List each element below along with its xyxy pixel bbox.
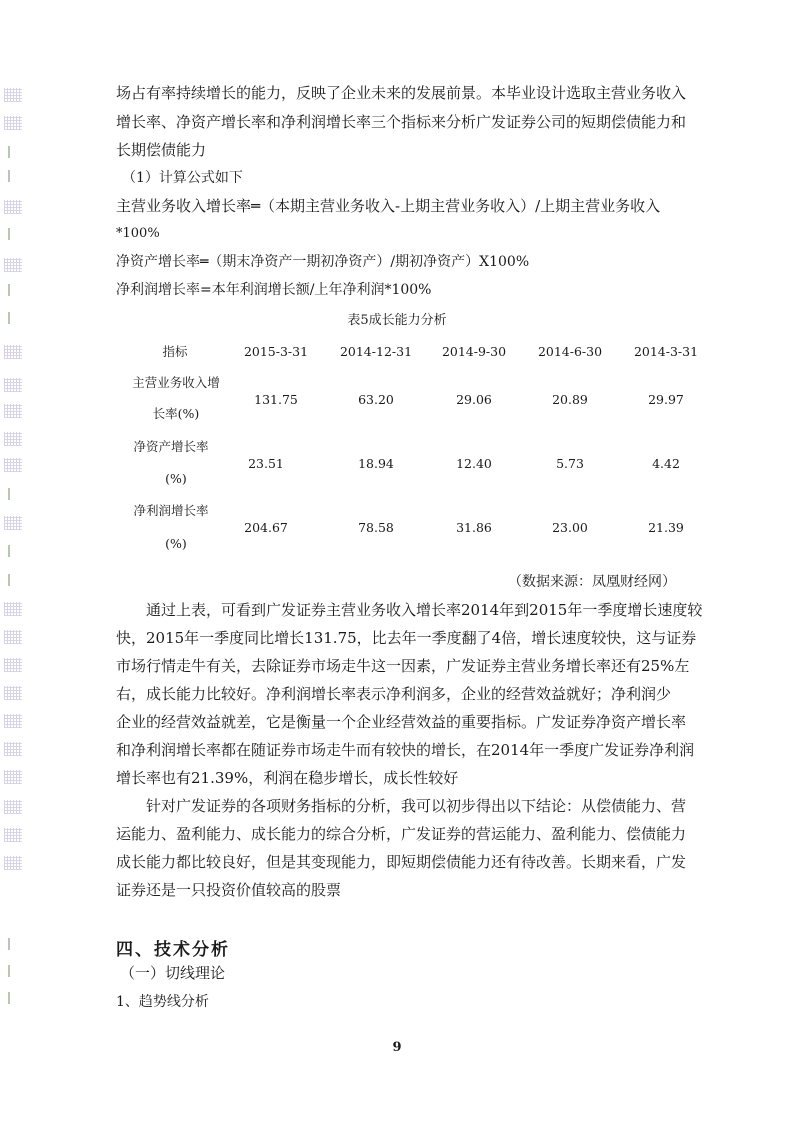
margin-artifact [8,284,10,296]
paragraph-line: 和净利润增长率都在随证券市场走牛而有较快的增长，在2014年一季度广发证券净利润 [116,741,695,759]
subsubsection-heading: 1、趋势线分析 [116,994,209,1010]
formula-heading: （1）计算公式如下 [122,170,243,186]
table-cell: 78.58 [358,520,394,535]
table-cell: 204.67 [244,520,288,535]
margin-artifact [4,686,22,700]
margin-artifact [4,116,22,130]
paragraph-line: 市场行情走牛有关，去除证券市场走牛这一因素，广发证券主营业务增长率还有25%左 [116,657,690,675]
margin-artifact [4,404,22,418]
table-header-cell: 2014-3-31 [633,344,699,359]
margin-artifact [4,714,22,728]
table-cell: 29.97 [648,392,684,407]
table-row-label: (%) [165,471,187,486]
margin-artifact [4,516,22,530]
margin-artifact [8,545,10,557]
paragraph-line: 运能力、盈利能力、成长能力的综合分析，广发证券的营运能力、盈利能力、偿债能力 [116,825,687,843]
paragraph-line: 场占有率持续增长的能力，反映了企业未来的发展前景。本毕业设计选取主营业务收入 [116,84,687,102]
margin-artifact [4,88,22,102]
formula-line: *100% [116,226,160,241]
paragraph-line: 通过上表，可看到广发证券主营业务收入增长率2014年到2015年一季度增长速度较 [146,601,703,619]
margin-artifact [8,992,10,1004]
table-cell: 12.40 [456,456,492,471]
table-cell: 21.39 [648,520,684,535]
table-cell: 18.94 [358,456,394,471]
table-cell: 63.20 [358,392,394,407]
paragraph-line: 成长能力都比较良好，但是其变现能力，即短期偿债能力还有待改善。长期来看，广发 [116,853,687,871]
table-header-cell: 2014-9-30 [441,344,507,359]
margin-artifact [8,488,10,500]
table-cell: 31.86 [456,520,492,535]
margin-artifact [8,146,10,158]
margin-artifact [4,828,22,842]
subsection-heading: （一）切线理论 [120,964,226,982]
table-cell: 5.73 [556,456,584,471]
margin-artifact [8,965,10,977]
margin-artifact [4,770,22,784]
table-caption: 表5成长能力分析 [347,313,447,328]
table-row-label: 净资产增长率 [133,439,209,454]
paragraph-line: 增长率、净资产增长率和净利润增长率三个指标来分析广发证券公司的短期偿债能力和 [116,113,687,131]
margin-artifact [4,742,22,756]
margin-artifact [8,574,10,586]
table-row-label: 长率(%) [152,406,200,421]
margin-artifact [4,432,22,446]
table-row-label: 净利润增长率 [133,503,209,518]
table-header-cell: 2015-3-31 [243,344,309,359]
margin-artifact [4,458,22,472]
margin-artifact [4,602,22,616]
paragraph-line: 右，成长能力比较好。净利润增长率表示净利润多，企业的经营效益就好；净利润少 [116,685,672,703]
section-heading: 四、技术分析 [116,940,230,960]
margin-artifact [8,170,10,182]
table-source-note: （数据来源：凤凰财经网） [508,574,676,590]
formula-line: 净利润增长率=本年利润增长额/上年净利润*100% [116,282,432,298]
formula-line: 主营业务收入增长率═（本期主营业务收入-上期主营业务收入）/上期主营业务收入 [116,197,661,215]
paragraph-line: 快，2015年一季度同比增长131.75，比去年一季度翻了4倍，增长速度较快，这与证券 [116,629,697,647]
paragraph-line: 增长率也有21.39%，利润在稳步增长，成长性较好 [116,769,459,787]
paragraph-line: 长期偿债能力 [116,141,207,159]
table-cell: 29.06 [456,392,492,407]
margin-artifact [4,345,22,359]
margin-artifact [8,228,10,240]
table-cell: 131.75 [254,392,298,407]
margin-artifact [4,856,22,870]
table-cell: 23.00 [552,520,588,535]
table-row-label: 主营业务收入增 [132,375,220,390]
margin-artifact [4,378,22,392]
table-header-cell: 2014-12-31 [339,344,413,359]
margin-artifact [4,200,22,214]
table-cell: 20.89 [552,392,588,407]
page-number: 9 [392,1040,402,1055]
table-cell: 4.42 [652,456,680,471]
margin-artifact [4,658,22,672]
paragraph-line: 企业的经营效益就差，它是衡量一个企业经营效益的重要指标。广发证券净资产增长率 [116,713,687,731]
table-header-cell: 2014-6-30 [537,344,603,359]
table-cell: 23.51 [248,456,284,471]
paragraph-line: 证券还是一只投资价值较高的股票 [116,881,342,899]
margin-artifact [4,258,22,272]
formula-line: 净资产增长率═（期末净资产一期初净资产）/期初净资产）X100% [116,254,530,270]
margin-artifact [8,938,10,950]
margin-artifact [4,630,22,644]
table-header-cell: 指标 [162,344,188,359]
margin-artifact [4,800,22,814]
table-row-label: (%) [165,536,187,551]
paragraph-line: 针对广发证券的各项财务指标的分析，我可以初步得出以下结论：从偿债能力、营 [146,797,687,815]
